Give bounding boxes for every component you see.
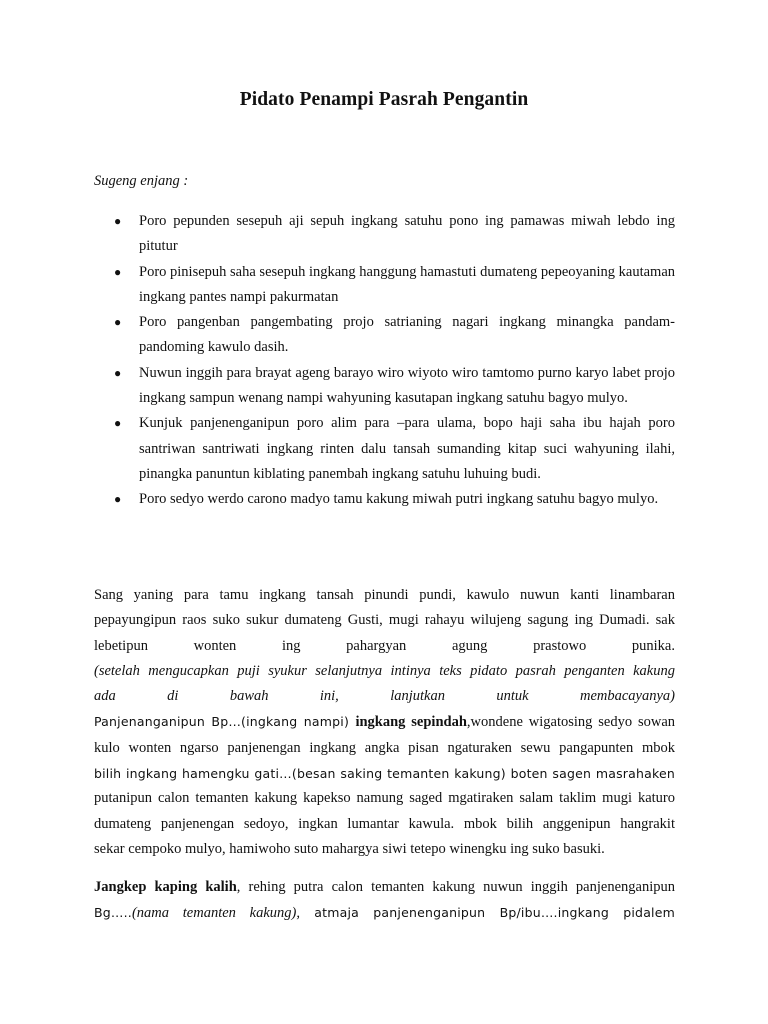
paragraph-line: [94, 900, 675, 926]
paragraph-line: lebetipun wonten ing pahargyan agung prastowo punika.: [94, 637, 675, 654]
bullet-icon: ●: [114, 214, 122, 228]
paragraph-line: pepayungipun raos suko sukur dumateng Gusti, mugi rahayu wilujeng sagung ing Dumadi. sak: [94, 612, 675, 629]
bold-phrase: Jangkep kaping kalih: [94, 879, 237, 895]
bullet-icon: ●: [114, 264, 122, 279]
bullet-icon: ●: [114, 416, 122, 431]
instruction-note: ada di bawah ini, lanjutkan untuk membacayanya): [94, 688, 675, 705]
list-item: [94, 209, 675, 260]
paragraph-line: bilih ingkang hamengku gati…(besan saking temanten kakung) boten sagen masrahaken: [94, 766, 675, 782]
bold-phrase: ingkang sepindah: [355, 714, 467, 731]
bullet-icon: ●: [114, 315, 122, 330]
inline-text: , rehing putra calon temanten kakung nuwun inggih panjenenganipun: [236, 879, 675, 895]
salutation-list: [94, 209, 675, 513]
paragraph-line: putanipun calon temanten kakung kapekso namung saged mgatiraken salam taklim mugi katuro: [94, 790, 675, 807]
inline-text: ,wondene wigatosing sedyo sowan: [466, 714, 676, 731]
document-title: Pidato Penampi Pasrah Pengantin: [239, 89, 529, 110]
bullet-icon: ●: [114, 492, 122, 507]
paragraph-line: sekar cempoko mulyo, hamiwoho suto mahargya siwi tetepo winengku ing suko basuki.: [94, 840, 605, 857]
list-item-text: Poro pepunden sesepuh aji sepuh ingkang satuhu pono ing pamawas miwah lebdo ing pitutur: [139, 213, 675, 255]
paragraph-line: Sang yaning para tamu ingkang tansah pinundi pundi, kawulo nuwun kanti linambaran: [94, 587, 675, 603]
list-item-text: Poro pinisepuh saha sesepuh ingkang hanggung hamastuti dumateng pepeoyaning kautaman ingkang pantes nampi pakurmatan: [139, 263, 675, 305]
paragraph-line: [94, 709, 675, 735]
list-item: [94, 411, 675, 487]
list-item-text: Nuwun inggih para brayat ageng barayo wiro wiyoto wiro tamtomo purno karyo labet projo ingkang sampun wenang nampi wahyuning kasutapan ingkang satuhu bagyo mulyo.: [139, 364, 675, 407]
paragraph-line: kulo wonten ngarso panjenengan ingkang angka pisan ngaturaken sewu pangapunten mbok: [94, 739, 675, 756]
list-item-text: Kunjuk panjenenganipun poro alim para –para ulama, bopo haji saha ibu hajah poro santriwan santriwati ingkang rinten dalu tansah sumanding kitap suci wahyuning ilahi, pinangka panuntun kiblating panembah ingkang satuhu luhuing budi.: [139, 415, 675, 482]
paragraph-line: dumateng panjenengan sedoyo, ingkan lumantar kawula. mbok bilih anggenipun hangrakit: [94, 815, 675, 832]
inline-text: atmaja panjenenganipun Bp/ibu….ingkang pidalem: [299, 905, 675, 921]
list-item: [94, 487, 675, 512]
list-item-text: Poro pangenban pangembating projo satrianing nagari ingkang minangka pandam-pandoming kawulo dasih.: [139, 314, 675, 356]
inline-text: Panjenanganipun Bp…(ingkang nampi): [94, 714, 356, 730]
inline-text: Bg…..: [94, 905, 132, 921]
instruction-note: (setelah mengucapkan puji syukur selanjutnya intinya teks pidato pasrah penganten kakung: [94, 662, 675, 679]
list-item: [94, 310, 675, 361]
list-item: [94, 361, 675, 412]
list-item: [94, 260, 675, 311]
list-item-text: Poro sedyo werdo carono madyo tamu kakung miwah putri ingkang satuhu bagyo mulyo.: [139, 491, 659, 508]
bullet-icon: ●: [114, 365, 122, 380]
italic-phrase: (nama temanten kakung),: [131, 905, 300, 922]
body-paragraph-2: [94, 875, 675, 927]
body-paragraph-1: [94, 583, 675, 862]
greeting-text: Sugeng enjang :: [94, 173, 189, 189]
paragraph-line: [94, 875, 675, 900]
